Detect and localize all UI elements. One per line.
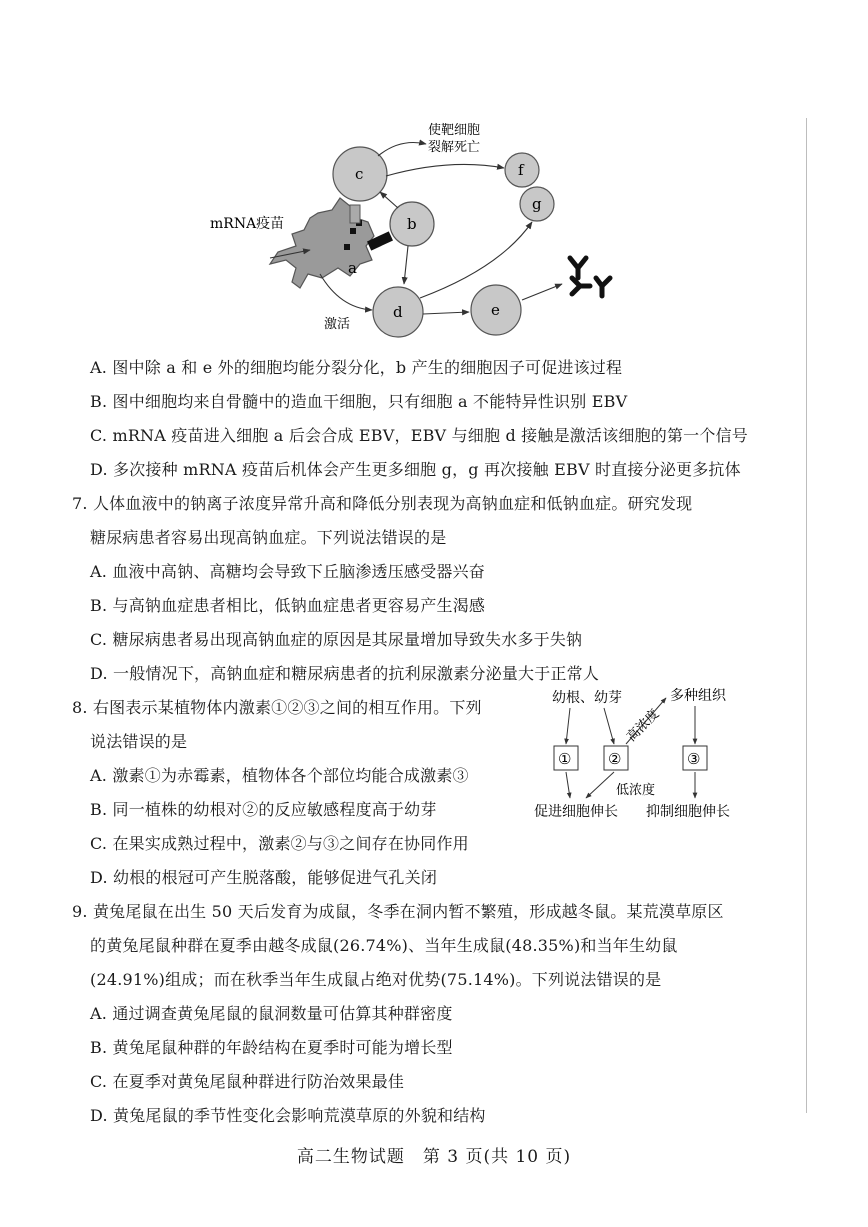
arrow-b-to-c: [380, 192, 398, 208]
arrow-bud-to-2: [604, 708, 614, 744]
arrow-1-to-promote: [566, 772, 570, 798]
q9-option-d: D. 黄兔尾鼠的季节性变化会影响荒漠草原的外貌和结构: [90, 1106, 486, 1125]
page-footer: 高二生物试题 第 3 页(共 10 页): [296, 1147, 572, 1167]
q8-option-c: C. 在果实成熟过程中，激素②与③之间存在协同作用: [90, 834, 469, 853]
antigen-dot: [350, 228, 356, 234]
q9-stem-2: 的黄兔尾鼠种群在夏季由越冬成鼠(26.74%)、当年生成鼠(48.35%)和当年生幼鼠: [90, 936, 678, 955]
q9-stem-1: 9. 黄兔尾鼠在出生 50 天后发育为成鼠，冬季在洞内暂不繁殖，形成越冬鼠。某荒漠草原区: [72, 902, 724, 921]
q7-stem-2: 糖尿病患者容易出现高钠血症。下列说法错误的是: [90, 528, 447, 547]
q6-option-a: A. 图中除 a 和 e 外的细胞均能分裂分化，b 产生的细胞因子可促进该过程: [90, 358, 623, 377]
label-hormone-1: ①: [558, 750, 572, 768]
q9-stem-3: (24.91%)组成；而在秋季当年生成鼠占绝对优势(75.14%)。下列说法错误的是: [90, 970, 662, 989]
arrow-c-to-lysis: [378, 143, 426, 157]
arrow-a-to-d: [320, 274, 372, 310]
arrow-root-to-1: [566, 708, 570, 744]
label-d: d: [393, 303, 403, 321]
arrow-2-to-promote: [586, 772, 614, 798]
q8-option-a: A. 激素①为赤霉素，植物体各个部位均能合成激素③: [90, 766, 469, 785]
q7-option-a: A. 血液中高钠、高糖均会导致下丘脑渗透压感受器兴奋: [90, 562, 485, 581]
label-root-bud: 幼根、幼芽: [552, 690, 622, 706]
label-f: f: [518, 161, 524, 179]
q6-option-b: B. 图中细胞均来自骨髓中的造血干细胞，只有细胞 a 不能特异性识别 EBV: [90, 392, 628, 411]
arrow-b-to-d: [404, 246, 408, 284]
label-a: a: [348, 259, 357, 277]
label-inhibit-elongation: 抑制细胞伸长: [646, 804, 730, 820]
immune-diagram-svg: [200, 118, 640, 348]
arrow-c-to-f: [386, 164, 504, 176]
label-e: e: [491, 301, 500, 319]
antibody-icon: [570, 258, 610, 296]
label-low-concentration: 低浓度: [616, 783, 656, 798]
q7-stem-1: 7. 人体血液中的钠离子浓度异常升高和降低分别表现为高钠血症和低钠血症。研究发现: [72, 494, 693, 513]
label-activate: 激活: [324, 317, 351, 332]
arrow-d-to-g: [420, 222, 532, 298]
q9-option-a: A. 通过调查黄兔尾鼠的鼠洞数量可估算其种群密度: [90, 1004, 453, 1023]
page-edge-line: [806, 118, 807, 1113]
q7-option-d: D. 一般情况下，高钠血症和糖尿病患者的抗利尿激素分泌量大于正常人: [90, 664, 600, 683]
q6-option-d: D. 多次接种 mRNA 疫苗后机体会产生更多细胞 g，g 再次接触 EBV 时直接分泌更多抗体: [90, 460, 741, 479]
label-lysis-1: 使靶细胞: [428, 123, 481, 138]
immune-response-diagram: [200, 118, 640, 348]
arrow-d-to-e: [423, 312, 469, 314]
arrow-e-to-antibody: [522, 284, 562, 300]
q7-option-b: B. 与高钠血症患者相比，低钠血症患者更容易产生渴感: [90, 596, 486, 615]
label-mrna-vaccine: mRNA疫苗: [210, 216, 285, 232]
label-promote-elongation: 促进细胞伸长: [534, 804, 618, 820]
label-hormone-3: ③: [687, 750, 701, 768]
antigen-dot: [344, 244, 350, 250]
q7-option-c: C. 糖尿病患者易出现高钠血症的原因是其尿量增加导致失水多于失钠: [90, 630, 583, 649]
q9-option-b: B. 黄兔尾鼠种群的年龄结构在夏季时可能为增长型: [90, 1038, 453, 1057]
label-high-concentration: 高浓度: [624, 706, 663, 745]
q8-stem-1: 8. 右图表示某植物体内激素①②③之间的相互作用。下列: [72, 698, 482, 717]
label-g: g: [532, 195, 542, 213]
label-lysis-2: 裂解死亡: [428, 140, 481, 155]
q8-option-b: B. 同一植株的幼根对②的反应敏感程度高于幼芽: [90, 800, 437, 819]
q8-option-d: D. 幼根的根冠可产生脱落酸，能够促进气孔关闭: [90, 868, 438, 887]
q6-option-c: C. mRNA 疫苗进入细胞 a 后会合成 EBV，EBV 与细胞 d 接触是激活该细胞的第一个信号: [90, 426, 748, 445]
q9-option-c: C. 在夏季对黄兔尾鼠种群进行防治效果最佳: [90, 1072, 405, 1091]
q8-stem-2: 说法错误的是: [90, 732, 188, 751]
label-b: b: [407, 215, 417, 233]
hormone-diagram-svg: [530, 684, 760, 834]
label-hormone-2: ②: [608, 750, 622, 768]
label-various-tissues: 多种组织: [670, 688, 726, 704]
hormone-interaction-diagram: [530, 684, 760, 834]
cell-contact-c: [350, 205, 360, 223]
label-c: c: [355, 165, 364, 183]
